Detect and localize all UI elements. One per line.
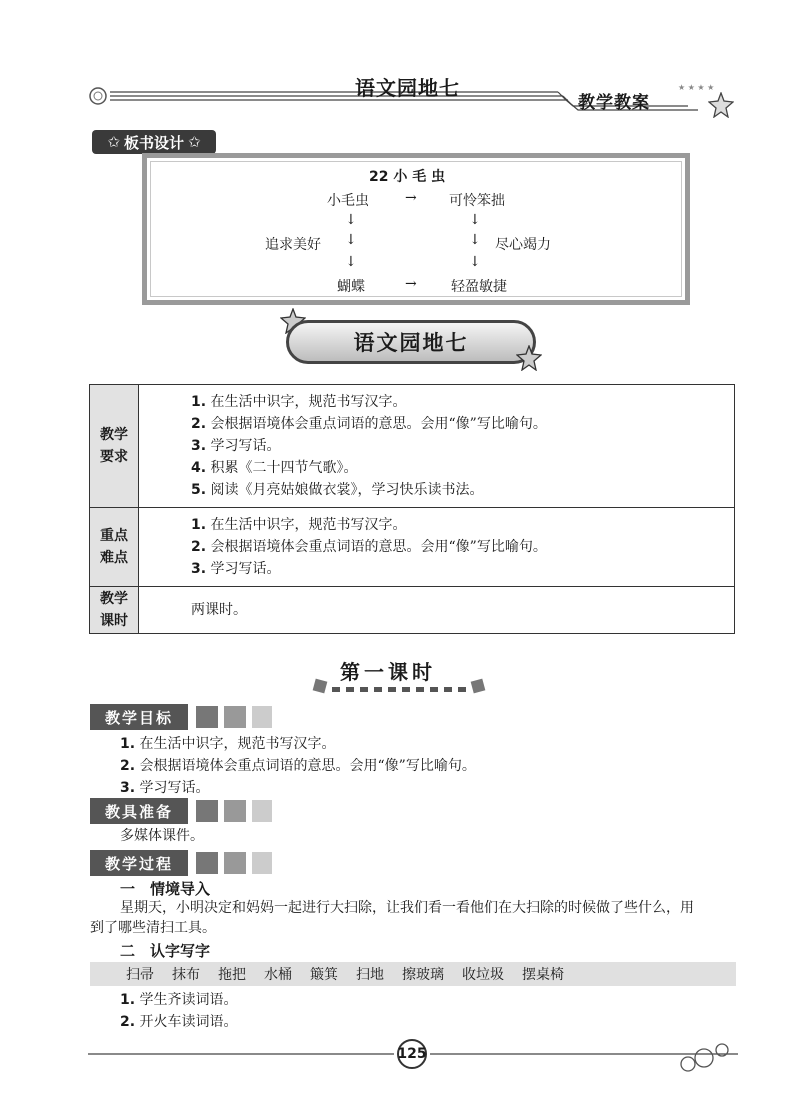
board-title: 22 小 毛 虫: [369, 169, 446, 185]
star-icon: [708, 92, 734, 118]
list-item: 3. 学习写话。: [120, 780, 210, 796]
star-icon: ✩: [107, 133, 120, 151]
arrow-right-icon: →: [405, 190, 417, 206]
board-bottom-right: 轻盈敏捷: [451, 279, 507, 295]
header-right-label: 教学教案: [578, 93, 650, 113]
lesson-title: 第一课时: [340, 660, 436, 684]
vocab-word: 摆桌椅: [522, 967, 564, 983]
section-tag-process: 教学过程: [90, 850, 188, 876]
decor-square: [252, 800, 272, 822]
list-item: 2. 会根据语境体会重点词语的意思。会用“像”写比喻句。: [191, 416, 547, 432]
arrow-down-icon: ↓: [469, 254, 481, 270]
board-top-left: 小毛虫: [327, 193, 369, 209]
row-content: 两课时。: [139, 587, 735, 634]
star-icon: [516, 345, 542, 371]
arrow-down-icon: ↓: [345, 212, 357, 228]
list-item: 2. 会根据语境体会重点词语的意思。会用“像”写比喻句。: [120, 758, 476, 774]
part1-title: 一 情境导入: [120, 880, 211, 898]
arrow-down-icon: ↓: [345, 232, 357, 248]
decor-square: [252, 852, 272, 874]
row-content: [139, 508, 735, 587]
vocab-word: 收垃圾: [462, 967, 504, 983]
list-item: 1. 在生活中识字，规范书写汉字。: [191, 394, 407, 410]
list-item: 1. 学生齐读词语。: [120, 992, 238, 1008]
list-item: 5. 阅读《月亮姑娘做衣裳》，学习快乐读书法。: [191, 482, 484, 498]
decor-square: [224, 800, 246, 822]
vocab-word: 水桶: [264, 967, 292, 983]
table-row: [90, 385, 735, 508]
table-row: [90, 508, 735, 587]
page-number: 125: [397, 1039, 427, 1069]
part2-title: 二 认字写字: [120, 942, 211, 960]
arrow-right-icon: →: [405, 276, 417, 292]
board-side-left: 追求美好: [265, 237, 321, 253]
row-label: 教学 要求: [90, 385, 139, 508]
section-banner: 语文园地七: [286, 320, 536, 364]
vocab-word: 扫地: [356, 967, 384, 983]
board-design-tag: [92, 130, 216, 154]
table-row: [90, 587, 735, 634]
chalkboard: [142, 153, 690, 305]
list-item: 2. 会根据语境体会重点词语的意思。会用“像”写比喻句。: [191, 539, 547, 555]
row-label: 重点 难点: [90, 508, 139, 587]
list-item: 2. 开火车读词语。: [120, 1014, 238, 1030]
row-content: [139, 385, 735, 508]
part1-text-line2: 到了哪些清扫工具。: [90, 920, 216, 936]
decor-square: [196, 852, 218, 874]
vocab-bar: [90, 962, 736, 986]
board-top-right: 可怜笨拙: [449, 193, 505, 209]
arrow-down-icon: ↓: [469, 232, 481, 248]
requirements-table: [89, 384, 735, 634]
decor-square: [224, 706, 246, 728]
list-item: 3. 学习写话。: [191, 438, 281, 454]
board-side-right: 尽心竭力: [495, 237, 551, 253]
list-item: 4. 积累《二十四节气歌》。: [191, 460, 358, 476]
arrow-down-icon: ↓: [469, 212, 481, 228]
decor-square: [224, 852, 246, 874]
star-icon: ✩: [188, 133, 201, 151]
vocab-word: 抹布: [172, 967, 200, 983]
section-tag-goals: 教学目标: [90, 704, 188, 730]
decor-square: [196, 706, 218, 728]
vocab-word: 扫帚: [126, 967, 154, 983]
row-label: 教学 课时: [90, 587, 139, 634]
arrow-down-icon: ↓: [345, 254, 357, 270]
decor-square: [252, 706, 272, 728]
decor-square: [196, 800, 218, 822]
vocab-word: 簸箕: [310, 967, 338, 983]
part1-text-line1: 星期天，小明决定和妈妈一起进行大扫除，让我们看一看他们在大扫除的时候做了些什么，用: [120, 900, 694, 916]
vocab-word: 拖把: [218, 967, 246, 983]
list-item: 3. 学习写话。: [191, 561, 281, 577]
vocab-word: 擦玻璃: [402, 967, 444, 983]
list-item: 1. 在生活中识字，规范书写汉字。: [120, 736, 336, 752]
lesson-divider: [312, 678, 488, 698]
tools-text: 多媒体课件。: [120, 828, 204, 844]
board-design-label: 板书设计: [123, 133, 184, 152]
section-tag-tools: 教具准备: [90, 798, 188, 824]
list-item: 1. 在生活中识字，规范书写汉字。: [191, 517, 407, 533]
board-bottom-left: 蝴蝶: [337, 279, 365, 295]
svg-text:★ ★ ★ ★: ★ ★ ★ ★: [678, 83, 715, 92]
page-header-title: 语文园地七: [355, 76, 460, 100]
